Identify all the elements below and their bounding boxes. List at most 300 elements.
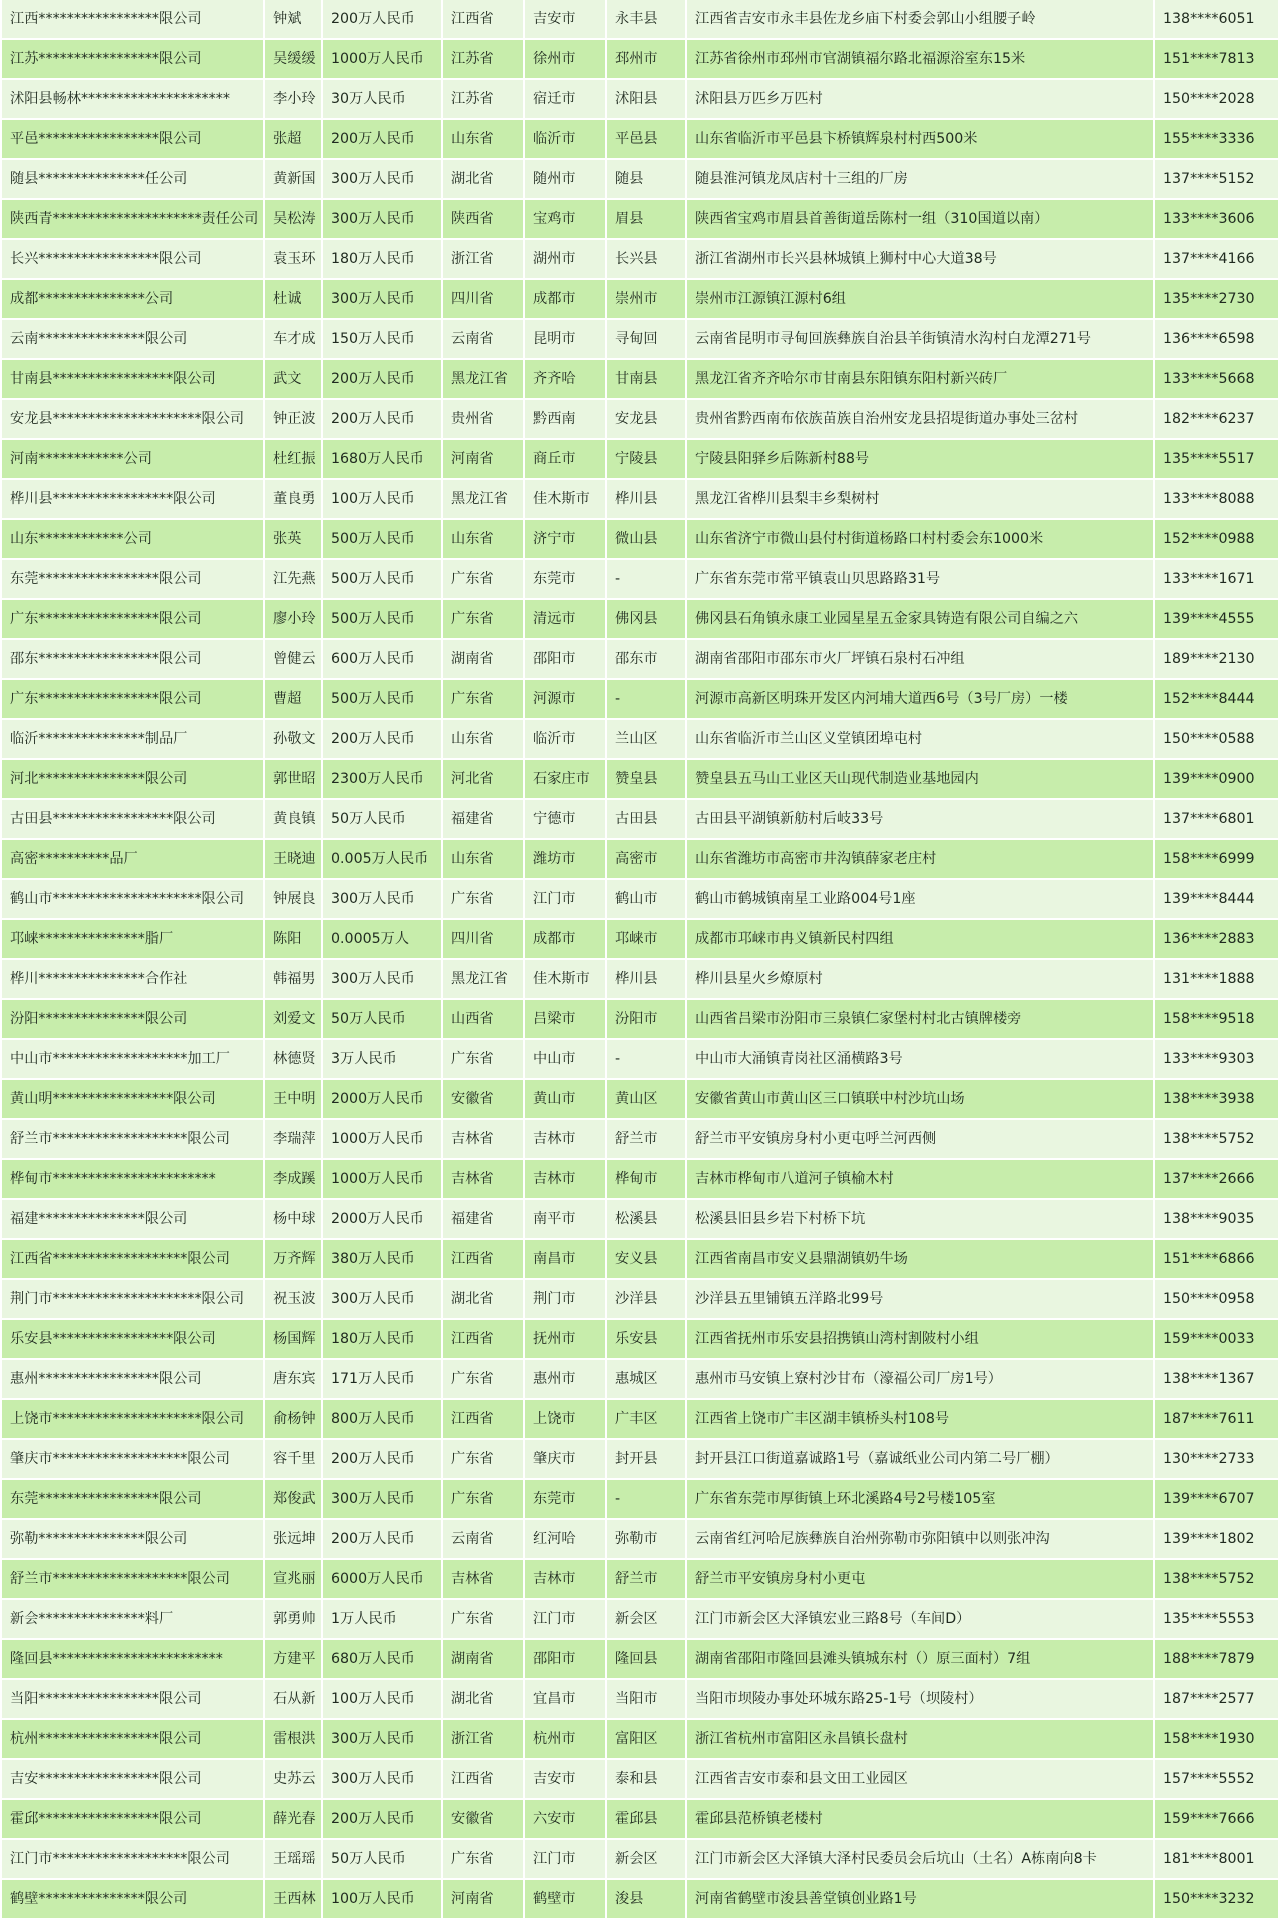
table-row [2,1879,1278,1919]
legal-rep-cell: 袁玉环 [264,239,322,279]
legal-rep-cell: 李小玲 [264,79,322,119]
province-cell: 四川省 [442,919,524,959]
address-cell: 江西省吉安市泰和县文田工业园区 [686,1759,1154,1799]
company-name-cell: 高密**********品厂 [2,839,264,879]
phone-cell: 152****0988 [1154,519,1278,559]
legal-rep-cell: 王西林 [264,1879,322,1919]
capital-cell: 171万人民币 [322,1359,442,1399]
phone-cell: 137****4166 [1154,239,1278,279]
capital-cell: 200万人民币 [322,1799,442,1839]
address-cell: 桦川县星火乡燎原村 [686,959,1154,999]
capital-cell: 200万人民币 [322,1519,442,1559]
city-cell: 杭州市 [524,1719,606,1759]
city-cell: 江门市 [524,879,606,919]
company-name-cell: 弥勒***************限公司 [2,1519,264,1559]
company-name-cell: 汾阳***************限公司 [2,999,264,1039]
table-row [2,839,1278,879]
phone-cell: 138****5752 [1154,1119,1278,1159]
table-row [2,519,1278,559]
capital-cell: 680万人民币 [322,1639,442,1679]
table-row [2,1559,1278,1599]
company-name-cell: 杭州*****************限公司 [2,1719,264,1759]
legal-rep-cell: 李瑞萍 [264,1119,322,1159]
phone-cell: 157****5552 [1154,1759,1278,1799]
province-cell: 吉林省 [442,1559,524,1599]
table-row [2,39,1278,79]
district-cell: 长兴县 [606,239,686,279]
address-cell: 江西省吉安市永丰县佐龙乡庙下村委会郭山小组腰子岭 [686,0,1154,39]
company-name-cell: 肇庆市*******************限公司 [2,1439,264,1479]
legal-rep-cell: 曹超 [264,679,322,719]
phone-cell: 135****5553 [1154,1599,1278,1639]
city-cell: 湖州市 [524,239,606,279]
district-cell: 佛冈县 [606,599,686,639]
phone-cell: 188****7879 [1154,1639,1278,1679]
city-cell: 昆明市 [524,319,606,359]
phone-cell: 138****6051 [1154,0,1278,39]
district-cell: 眉县 [606,199,686,239]
table-row [2,1039,1278,1079]
legal-rep-cell: 董良勇 [264,479,322,519]
legal-rep-cell: 唐东宾 [264,1359,322,1399]
phone-cell: 137****5152 [1154,159,1278,199]
phone-cell: 139****8444 [1154,879,1278,919]
address-cell: 湖南省邵阳市邵东市火厂坪镇石泉村石冲组 [686,639,1154,679]
phone-cell: 181****8001 [1154,1839,1278,1879]
capital-cell: 50万人民币 [322,799,442,839]
company-name-cell: 安龙县*********************限公司 [2,399,264,439]
district-cell: 赞皇县 [606,759,686,799]
table-row [2,119,1278,159]
company-name-cell: 邵东*****************限公司 [2,639,264,679]
table-row [2,1199,1278,1239]
province-cell: 四川省 [442,279,524,319]
city-cell: 吉林市 [524,1559,606,1599]
city-cell: 佳木斯市 [524,959,606,999]
province-cell: 广东省 [442,879,524,919]
company-name-cell: 吉安*****************限公司 [2,1759,264,1799]
province-cell: 吉林省 [442,1159,524,1199]
legal-rep-cell: 吴缓缓 [264,39,322,79]
address-cell: 江门市新会区大泽镇宏业三路8号（车间D） [686,1599,1154,1639]
table-row [2,1119,1278,1159]
phone-cell: 139****0900 [1154,759,1278,799]
legal-rep-cell: 陈阳 [264,919,322,959]
table-row [2,1839,1278,1879]
company-name-cell: 当阳*****************限公司 [2,1679,264,1719]
capital-cell: 100万人民币 [322,1879,442,1919]
capital-cell: 200万人民币 [322,399,442,439]
company-name-cell: 随县***************任公司 [2,159,264,199]
phone-cell: 137****2666 [1154,1159,1278,1199]
city-cell: 吉安市 [524,0,606,39]
province-cell: 安徽省 [442,1079,524,1119]
district-cell: 霍邱县 [606,1799,686,1839]
city-cell: 齐齐哈 [524,359,606,399]
phone-cell: 182****6237 [1154,399,1278,439]
phone-cell: 158****6999 [1154,839,1278,879]
capital-cell: 180万人民币 [322,239,442,279]
district-cell: 沭阳县 [606,79,686,119]
table-row [2,319,1278,359]
phone-cell: 139****4555 [1154,599,1278,639]
company-name-cell: 东莞*****************限公司 [2,1479,264,1519]
province-cell: 广东省 [442,1839,524,1879]
phone-cell: 133****9303 [1154,1039,1278,1079]
company-name-cell: 鹤壁***************限公司 [2,1879,264,1919]
address-cell: 沭阳县万匹乡万匹村 [686,79,1154,119]
company-name-cell: 成都***************公司 [2,279,264,319]
phone-cell: 139****1802 [1154,1519,1278,1559]
table-row [2,1759,1278,1799]
city-cell: 惠州市 [524,1359,606,1399]
capital-cell: 800万人民币 [322,1399,442,1439]
table-row [2,1519,1278,1559]
capital-cell: 500万人民币 [322,679,442,719]
company-name-cell: 江苏*****************限公司 [2,39,264,79]
address-cell: 山东省潍坊市高密市井沟镇薛家老庄村 [686,839,1154,879]
legal-rep-cell: 黄新国 [264,159,322,199]
capital-cell: 2000万人民币 [322,1079,442,1119]
legal-rep-cell: 江先燕 [264,559,322,599]
capital-cell: 50万人民币 [322,1839,442,1879]
table-row [2,679,1278,719]
city-cell: 南昌市 [524,1239,606,1279]
district-cell: 松溪县 [606,1199,686,1239]
phone-cell: 189****2130 [1154,639,1278,679]
phone-cell: 138****3938 [1154,1079,1278,1119]
legal-rep-cell: 容千里 [264,1439,322,1479]
company-table-body [2,0,1278,1919]
legal-rep-cell: 韩福男 [264,959,322,999]
company-name-cell: 邛崃***************脂厂 [2,919,264,959]
table-row [2,479,1278,519]
city-cell: 成都市 [524,279,606,319]
district-cell: 富阳区 [606,1719,686,1759]
legal-rep-cell: 薛光春 [264,1799,322,1839]
legal-rep-cell: 郭世昭 [264,759,322,799]
province-cell: 山西省 [442,999,524,1039]
company-name-cell: 河南************公司 [2,439,264,479]
capital-cell: 200万人民币 [322,0,442,39]
province-cell: 江苏省 [442,39,524,79]
district-cell: 桦川县 [606,959,686,999]
province-cell: 云南省 [442,319,524,359]
company-name-cell: 临沂***************制品厂 [2,719,264,759]
legal-rep-cell: 郑俊武 [264,1479,322,1519]
district-cell: 高密市 [606,839,686,879]
city-cell: 南平市 [524,1199,606,1239]
city-cell: 成都市 [524,919,606,959]
address-cell: 宁陵县阳驿乡后陈新村88号 [686,439,1154,479]
province-cell: 山东省 [442,119,524,159]
company-name-cell: 广东*****************限公司 [2,679,264,719]
capital-cell: 150万人民币 [322,319,442,359]
phone-cell: 135****5517 [1154,439,1278,479]
legal-rep-cell: 张英 [264,519,322,559]
district-cell: 宁陵县 [606,439,686,479]
company-name-cell: 沭阳县畅林********************* [2,79,264,119]
company-name-cell: 东莞*****************限公司 [2,559,264,599]
district-cell: 寻甸回 [606,319,686,359]
legal-rep-cell: 曾健云 [264,639,322,679]
capital-cell: 380万人民币 [322,1239,442,1279]
company-name-cell: 舒兰市*******************限公司 [2,1559,264,1599]
district-cell: 当阳市 [606,1679,686,1719]
address-cell: 江苏省徐州市邳州市官湖镇福尔路北福源浴室东15米 [686,39,1154,79]
address-cell: 当阳市坝陵办事处环城东路25-1号（坝陵村） [686,1679,1154,1719]
legal-rep-cell: 车才成 [264,319,322,359]
company-name-cell: 江门市*******************限公司 [2,1839,264,1879]
address-cell: 鹤山市鹤城镇南星工业路004号1座 [686,879,1154,919]
city-cell: 黔西南 [524,399,606,439]
city-cell: 临沂市 [524,119,606,159]
company-name-cell: 乐安县*****************限公司 [2,1319,264,1359]
table-row [2,879,1278,919]
district-cell: 隆回县 [606,1639,686,1679]
city-cell: 红河哈 [524,1519,606,1559]
company-name-cell: 黄山明*****************限公司 [2,1079,264,1119]
phone-cell: 150****0588 [1154,719,1278,759]
city-cell: 六安市 [524,1799,606,1839]
capital-cell: 0.005万人民币 [322,839,442,879]
province-cell: 黑龙江省 [442,959,524,999]
table-row [2,959,1278,999]
legal-rep-cell: 方建平 [264,1639,322,1679]
capital-cell: 3万人民币 [322,1039,442,1079]
table-row [2,1399,1278,1439]
address-cell: 封开县江口街道嘉诚路1号（嘉诚纸业公司内第二号厂棚） [686,1439,1154,1479]
phone-cell: 130****2733 [1154,1439,1278,1479]
table-row [2,1799,1278,1839]
city-cell: 肇庆市 [524,1439,606,1479]
district-cell: 崇州市 [606,279,686,319]
company-name-cell: 桦川***************合作社 [2,959,264,999]
city-cell: 石家庄市 [524,759,606,799]
district-cell: 邳州市 [606,39,686,79]
phone-cell: 133****3606 [1154,199,1278,239]
legal-rep-cell: 万齐辉 [264,1239,322,1279]
phone-cell: 131****1888 [1154,959,1278,999]
province-cell: 江苏省 [442,79,524,119]
address-cell: 云南省红河哈尼族彝族自治州弥勒市弥阳镇中以则张冲沟 [686,1519,1154,1559]
capital-cell: 300万人民币 [322,1719,442,1759]
table-row [2,1479,1278,1519]
province-cell: 广东省 [442,1359,524,1399]
capital-cell: 300万人民币 [322,199,442,239]
legal-rep-cell: 史苏云 [264,1759,322,1799]
legal-rep-cell: 杜诚 [264,279,322,319]
legal-rep-cell: 廖小玲 [264,599,322,639]
phone-cell: 150****2028 [1154,79,1278,119]
capital-cell: 500万人民币 [322,559,442,599]
district-cell: 安龙县 [606,399,686,439]
phone-cell: 159****0033 [1154,1319,1278,1359]
phone-cell: 151****6866 [1154,1239,1278,1279]
province-cell: 山东省 [442,719,524,759]
district-cell: - [606,1039,686,1079]
table-row [2,1279,1278,1319]
phone-cell: 136****2883 [1154,919,1278,959]
district-cell: 微山县 [606,519,686,559]
company-name-cell: 山东************公司 [2,519,264,559]
province-cell: 江西省 [442,1759,524,1799]
legal-rep-cell: 李成蹊 [264,1159,322,1199]
city-cell: 商丘市 [524,439,606,479]
province-cell: 江西省 [442,1239,524,1279]
city-cell: 潍坊市 [524,839,606,879]
phone-cell: 133****5668 [1154,359,1278,399]
table-row [2,1159,1278,1199]
province-cell: 云南省 [442,1519,524,1559]
company-name-cell: 上饶市*********************限公司 [2,1399,264,1439]
address-cell: 舒兰市平安镇房身村小更屯 [686,1559,1154,1599]
district-cell: 弥勒市 [606,1519,686,1559]
table-row [2,599,1278,639]
district-cell: 鹤山市 [606,879,686,919]
district-cell: 舒兰市 [606,1119,686,1159]
capital-cell: 2300万人民币 [322,759,442,799]
district-cell: 浚县 [606,1879,686,1919]
province-cell: 吉林省 [442,1119,524,1159]
company-name-cell: 河北***************限公司 [2,759,264,799]
table-row [2,279,1278,319]
province-cell: 河南省 [442,439,524,479]
address-cell: 崇州市江源镇江源村6组 [686,279,1154,319]
address-cell: 陕西省宝鸡市眉县首善街道岳陈村一组（310国道以南） [686,199,1154,239]
province-cell: 浙江省 [442,239,524,279]
capital-cell: 200万人民币 [322,1439,442,1479]
province-cell: 广东省 [442,559,524,599]
address-cell: 吉林市桦甸市八道河子镇榆木村 [686,1159,1154,1199]
company-name-cell: 福建***************限公司 [2,1199,264,1239]
legal-rep-cell: 吴松涛 [264,199,322,239]
district-cell: 舒兰市 [606,1559,686,1599]
city-cell: 宜昌市 [524,1679,606,1719]
table-row [2,0,1278,39]
company-name-cell: 江西省*******************限公司 [2,1239,264,1279]
city-cell: 吉林市 [524,1159,606,1199]
company-name-cell: 荆门市*********************限公司 [2,1279,264,1319]
capital-cell: 30万人民币 [322,79,442,119]
address-cell: 湖南省邵阳市隆回县滩头镇城东村（）原三面村）7组 [686,1639,1154,1679]
table-row [2,79,1278,119]
province-cell: 广东省 [442,1439,524,1479]
capital-cell: 300万人民币 [322,879,442,919]
address-cell: 沙洋县五里铺镇五洋路北99号 [686,1279,1154,1319]
address-cell: 浙江省湖州市长兴县林城镇上狮村中心大道38号 [686,239,1154,279]
city-cell: 抚州市 [524,1319,606,1359]
phone-cell: 138****5752 [1154,1559,1278,1599]
city-cell: 上饶市 [524,1399,606,1439]
address-cell: 云南省昆明市寻甸回族彝族自治县羊街镇清水沟村白龙潭271号 [686,319,1154,359]
district-cell: 安义县 [606,1239,686,1279]
legal-rep-cell: 武文 [264,359,322,399]
table-row [2,159,1278,199]
city-cell: 临沂市 [524,719,606,759]
table-row [2,999,1278,1039]
city-cell: 清远市 [524,599,606,639]
phone-cell: 139****6707 [1154,1479,1278,1519]
legal-rep-cell: 张超 [264,119,322,159]
address-cell: 舒兰市平安镇房身村小更屯呼兰河西侧 [686,1119,1154,1159]
company-name-cell: 长兴*****************限公司 [2,239,264,279]
company-name-cell: 平邑*****************限公司 [2,119,264,159]
phone-cell: 133****1671 [1154,559,1278,599]
capital-cell: 200万人民币 [322,359,442,399]
table-row [2,1239,1278,1279]
company-name-cell: 隆回县************************ [2,1639,264,1679]
province-cell: 广东省 [442,1039,524,1079]
district-cell: 广丰区 [606,1399,686,1439]
capital-cell: 1000万人民币 [322,39,442,79]
address-cell: 江西省南昌市安义县鼎湖镇奶牛场 [686,1239,1154,1279]
province-cell: 湖北省 [442,1279,524,1319]
table-row [2,239,1278,279]
legal-rep-cell: 孙敬文 [264,719,322,759]
address-cell: 河南省鹤壁市浚县善堂镇创业路1号 [686,1879,1154,1919]
capital-cell: 180万人民币 [322,1319,442,1359]
city-cell: 鹤壁市 [524,1879,606,1919]
address-cell: 惠州市马安镇上寮村沙甘布（濠福公司厂房1号） [686,1359,1154,1399]
district-cell: 汾阳市 [606,999,686,1039]
address-cell: 随县淮河镇龙凤店村十三组的厂房 [686,159,1154,199]
table-row [2,1439,1278,1479]
city-cell: 东莞市 [524,1479,606,1519]
company-name-cell: 鹤山市*********************限公司 [2,879,264,919]
city-cell: 吉安市 [524,1759,606,1799]
phone-cell: 158****1930 [1154,1719,1278,1759]
district-cell: 泰和县 [606,1759,686,1799]
phone-cell: 137****6801 [1154,799,1278,839]
table-row [2,1679,1278,1719]
address-cell: 江西省上饶市广丰区湖丰镇桥头村108号 [686,1399,1154,1439]
legal-rep-cell: 郭勇帅 [264,1599,322,1639]
capital-cell: 500万人民币 [322,599,442,639]
phone-cell: 138****9035 [1154,1199,1278,1239]
city-cell: 荆门市 [524,1279,606,1319]
legal-rep-cell: 杨国辉 [264,1319,322,1359]
capital-cell: 0.0005万人 [322,919,442,959]
phone-cell: 138****1367 [1154,1359,1278,1399]
capital-cell: 300万人民币 [322,959,442,999]
capital-cell: 200万人民币 [322,119,442,159]
address-cell: 广东省东莞市常平镇袁山贝思路路31号 [686,559,1154,599]
address-cell: 山西省吕梁市汾阳市三泉镇仁家堡村村北古镇牌楼旁 [686,999,1154,1039]
legal-rep-cell: 王晓迪 [264,839,322,879]
district-cell: 古田县 [606,799,686,839]
address-cell: 黑龙江省齐齐哈尔市甘南县东阳镇东阳村新兴砖厂 [686,359,1154,399]
capital-cell: 50万人民币 [322,999,442,1039]
province-cell: 湖南省 [442,639,524,679]
district-cell: 沙洋县 [606,1279,686,1319]
district-cell: 邛崃市 [606,919,686,959]
table-row [2,359,1278,399]
legal-rep-cell: 杨中球 [264,1199,322,1239]
capital-cell: 200万人民币 [322,719,442,759]
phone-cell: 150****0958 [1154,1279,1278,1319]
legal-rep-cell: 王中明 [264,1079,322,1119]
province-cell: 广东省 [442,1599,524,1639]
company-name-cell: 江西*****************限公司 [2,0,264,39]
company-name-cell: 甘南县*****************限公司 [2,359,264,399]
address-cell: 山东省济宁市微山县付村街道杨路口村村委会东1000米 [686,519,1154,559]
capital-cell: 6000万人民币 [322,1559,442,1599]
district-cell: 桦甸市 [606,1159,686,1199]
legal-rep-cell: 祝玉波 [264,1279,322,1319]
phone-cell: 135****2730 [1154,279,1278,319]
table-row [2,719,1278,759]
